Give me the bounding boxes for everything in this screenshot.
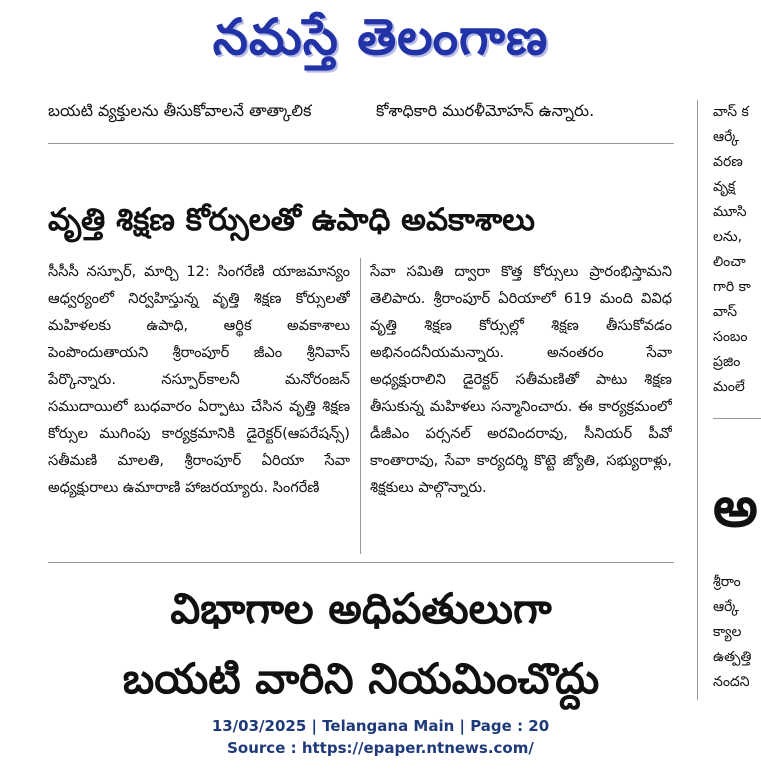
sidebar-line: లించా	[713, 254, 746, 270]
footer-source: Source : https://epaper.ntnews.com/	[227, 739, 534, 757]
article1-column-2: సేవా సమితి ద్వారా కొత్త కోర్సులు ప్రారంభిస్తామని తెలిపారు. శ్రీరాంపూర్ ఏరియాలో 619 మంది వివిధ వృత్తి శిక్షణ కోర్సుల్లో శిక్షణ తీసుకోవడం అభినందనీయమన్నారు. అనంతరం సేవా అధ్యక్షురాలిని డైరెక్టర్ సతీమణితో పాటు శిక్షణ తీసుకున్న మహిళలు సన్మానించారు. ఈ కార్యక్రమంలో డీజీఎం పర్సనల్ అరవిందరావు, సీనియర్ పీవో కాంతారావు, సేవా కార్యదర్శి కొట్టె జ్యోతి, సభ్యురాళ్లు, శిక్షకులు పాల్గొన్నారు.	[370, 263, 672, 496]
sidebar-line: శ్రీరాం	[713, 574, 741, 590]
article1-column-1: సీసీసీ నస్పూర్, మార్చి 12: సింగరేణి యాజమాన్యం ఆధ్వర్యంలో నిర్వహిస్తున్న వృత్తి శిక్షణ కోర్సులతో మహిళలకు ఉపాధి, ఆర్థిక అవకాశాలు పెంపొందుతాయని శ్రీరాంపూర్ జీఎం శ్రీనివాస్ పేర్కొన్నారు. నస్పూర్‌కాలనీ మనోరంజన్ సముదాయిలో బుధవారం ఏర్పాటు చేసిన వృత్తి శిక్షణ కోర్సుల ముగింపు కార్యక్రమానికి డైరెక్టర్(ఆపరేషన్స్) సతీమణి మాలతి, శ్రీరాంపూర్ ఏరియా సేవా అధ్యక్షురాలు ఉమారాణి హాజరయ్యారు. సింగరేణి	[48, 263, 350, 496]
newspaper-title: నమస్తే తెలంగాణ	[212, 7, 549, 66]
footer-date-page: 13/03/2025 | Telangana Main | Page : 20	[211, 717, 550, 735]
sidebar-line: నందని	[713, 674, 750, 690]
column-divider	[360, 258, 361, 554]
article2-headline-line1: విభాగాల అధిపతులుగా	[170, 584, 552, 633]
sidebar-line: క్యాల	[713, 624, 742, 640]
sidebar-divider	[697, 100, 698, 700]
sidebar-text-top	[713, 100, 761, 400]
sidebar-line: సంబం	[713, 329, 748, 345]
sidebar-line: మూసి	[713, 204, 747, 220]
top-snippet-left: బయటి వ్యక్తులను తీసుకోవాలనే తాత్కాలిక	[48, 101, 312, 120]
divider-top	[48, 143, 674, 144]
sidebar-rule	[713, 418, 761, 419]
footer	[0, 715, 761, 759]
sidebar-line: వాస్	[713, 304, 738, 320]
divider-middle	[48, 562, 674, 563]
sidebar-line: వాస్ క	[713, 104, 749, 120]
top-snippet-right: కోశాధికారి మురళీమోహన్ ఉన్నారు.	[376, 101, 595, 120]
sidebar-line: వృక్ష	[713, 179, 736, 195]
sidebar-line: మంలే	[713, 379, 745, 395]
sidebar-headline-letter: అ	[713, 475, 758, 540]
sidebar-line: లను,	[713, 229, 743, 245]
sidebar-line: గారి కా	[713, 279, 751, 295]
sidebar-line: ఆర్కే	[713, 129, 740, 145]
sidebar-line: ప్రజిం	[713, 354, 741, 370]
article1-headline: వృత్తి శిక్షణ కోర్సులతో ఉపాధి అవకాశాలు	[48, 202, 535, 238]
sidebar-line: ఉత్పత్తి	[713, 649, 752, 665]
sidebar-text-bottom	[713, 570, 761, 695]
article2-headline-line2: బయటి వారిని నియమించొద్దు	[122, 654, 600, 703]
masthead	[0, 0, 761, 86]
sidebar-line: వరణ	[713, 154, 743, 170]
sidebar-line: ఆర్కే	[713, 599, 740, 615]
